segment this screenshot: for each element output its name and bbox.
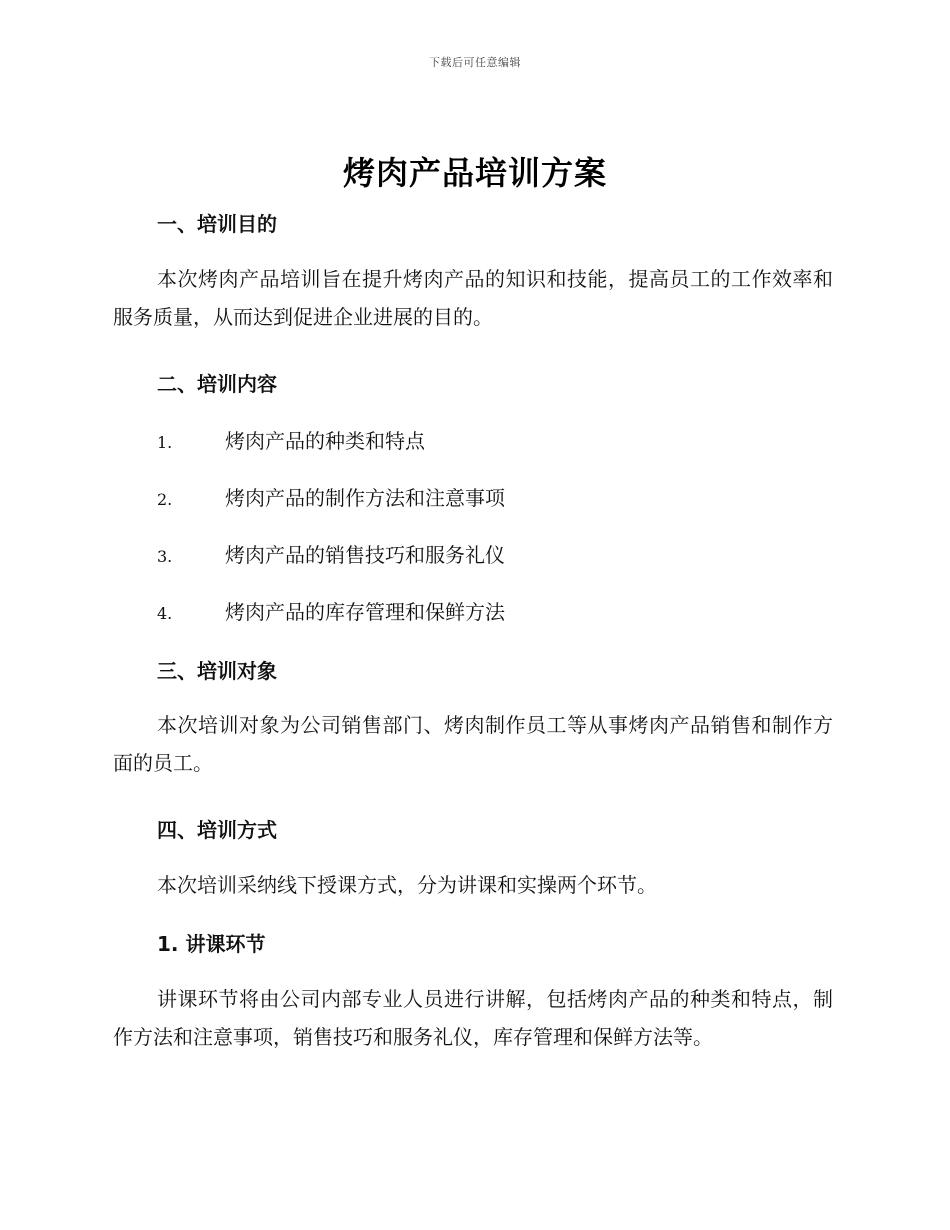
subsection-paragraph-lecture: 讲课环节将由公司内部专业人员进行讲解，包括烤肉产品的种类和特点，制作方法和注意事项，销售技巧和服务礼仪，库存管理和保鲜方法等。 xyxy=(113,987,833,1049)
list-item-number: 3. xyxy=(157,547,173,566)
list-item-text: 烤肉产品的销售技巧和服务礼仪 xyxy=(225,543,505,567)
subsection-heading-lecture: 1. 讲课环节 xyxy=(157,932,266,956)
list-item-text: 烤肉产品的制作方法和注意事项 xyxy=(225,486,505,510)
list-item-number: 4. xyxy=(157,604,173,623)
section-heading-purpose: 一、培训目的 xyxy=(157,212,277,236)
list-item xyxy=(157,539,505,568)
page-header-note: 下载后可任意编辑 xyxy=(429,56,521,69)
list-item-number: 1. xyxy=(157,433,173,452)
section-paragraph-method: 本次培训采纳线下授课方式，分为讲课和实操两个环节。 xyxy=(157,873,657,897)
list-item xyxy=(157,425,425,454)
section-heading-method: 四、培训方式 xyxy=(157,818,277,842)
list-item-text: 烤肉产品的库存管理和保鲜方法 xyxy=(225,600,505,624)
list-item xyxy=(157,482,505,511)
list-item-text: 烤肉产品的种类和特点 xyxy=(225,429,425,453)
list-item-number: 2. xyxy=(157,490,173,509)
document-title: 烤肉产品培训方案 xyxy=(342,154,607,192)
section-heading-content: 二、培训内容 xyxy=(157,372,277,396)
list-item xyxy=(157,596,505,625)
section-heading-audience: 三、培训对象 xyxy=(157,659,277,683)
section-paragraph-audience: 本次培训对象为公司销售部门、烤肉制作员工等从事烤肉产品销售和制作方面的员工。 xyxy=(113,713,833,775)
section-paragraph-purpose: 本次烤肉产品培训旨在提升烤肉产品的知识和技能，提高员工的工作效率和服务质量，从而达到促进企业进展的目的。 xyxy=(113,267,833,329)
